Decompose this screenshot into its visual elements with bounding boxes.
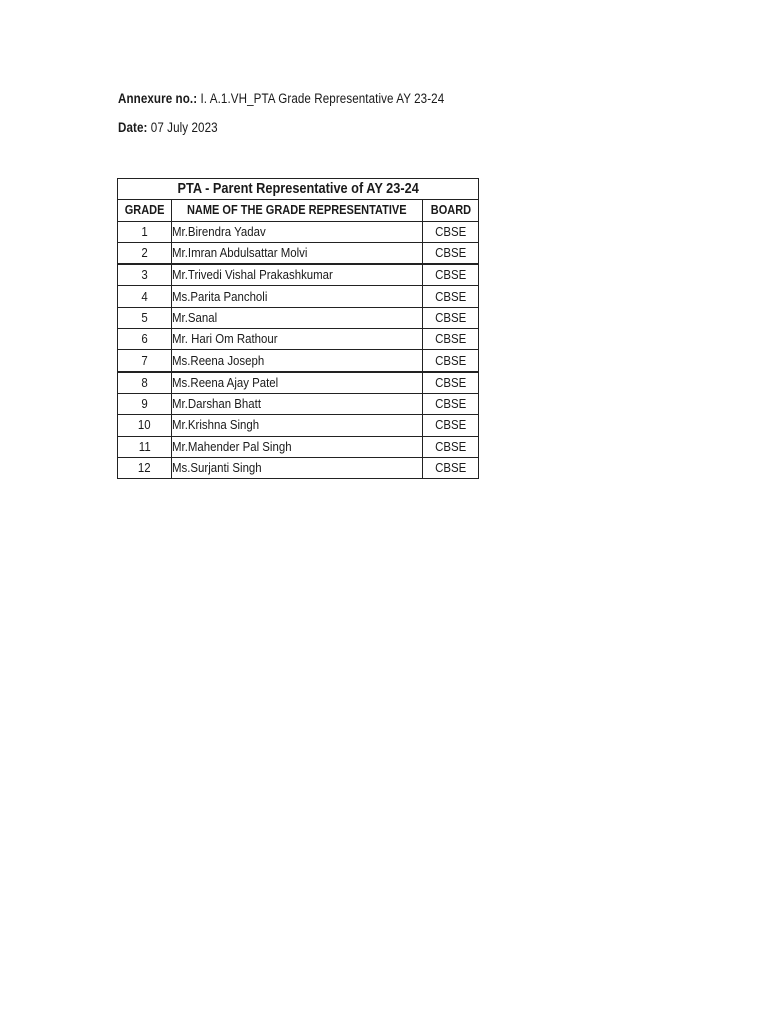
name-cell: Mr. Hari Om Rathour xyxy=(172,329,423,350)
table-row xyxy=(118,393,479,414)
board-cell: CBSE xyxy=(423,329,479,350)
board-cell: CBSE xyxy=(423,457,479,478)
grade-cell: 10 xyxy=(118,415,172,436)
annexure-line xyxy=(118,91,444,106)
grade-cell: 12 xyxy=(118,457,172,478)
table-row xyxy=(118,307,479,328)
grade-cell: 3 xyxy=(118,264,172,286)
annexure-value: I. A.1.VH_PTA Grade Representative AY 23-24 xyxy=(197,91,445,106)
grade-cell: 6 xyxy=(118,329,172,350)
board-cell: CBSE xyxy=(423,242,479,264)
table-row xyxy=(118,221,479,242)
table-row xyxy=(118,415,479,436)
table-body xyxy=(118,221,479,479)
board-cell: CBSE xyxy=(423,436,479,457)
name-cell: Mr.Mahender Pal Singh xyxy=(172,436,423,457)
table-row xyxy=(118,286,479,307)
annexure-label: Annexure no.: xyxy=(118,91,198,106)
table-title: PTA - Parent Representative of AY 23-24 xyxy=(118,179,479,200)
table-row xyxy=(118,242,479,264)
column-header-name: NAME OF THE GRADE REPRESENTATIVE xyxy=(172,200,423,221)
board-cell: CBSE xyxy=(423,372,479,394)
grade-cell: 1 xyxy=(118,221,172,242)
name-cell: Mr.Imran Abdulsattar Molvi xyxy=(172,242,423,264)
name-cell: Ms.Parita Pancholi xyxy=(172,286,423,307)
name-cell: Mr.Krishna Singh xyxy=(172,415,423,436)
representatives-table xyxy=(117,178,479,479)
table-row xyxy=(118,457,479,478)
grade-cell: 2 xyxy=(118,242,172,264)
name-cell: Ms.Reena Ajay Patel xyxy=(172,372,423,394)
table-header-row xyxy=(118,200,479,221)
grade-cell: 4 xyxy=(118,286,172,307)
table-title-row xyxy=(118,179,479,200)
date-label: Date: xyxy=(118,120,148,135)
board-cell: CBSE xyxy=(423,393,479,414)
board-cell: CBSE xyxy=(423,286,479,307)
grade-cell: 8 xyxy=(118,372,172,394)
name-cell: Mr.Birendra Yadav xyxy=(172,221,423,242)
date-line xyxy=(118,120,218,135)
name-cell: Mr.Darshan Bhatt xyxy=(172,393,423,414)
grade-cell: 5 xyxy=(118,307,172,328)
column-header-board: BOARD xyxy=(423,200,479,221)
table-row xyxy=(118,372,479,394)
grade-cell: 11 xyxy=(118,436,172,457)
board-cell: CBSE xyxy=(423,307,479,328)
board-cell: CBSE xyxy=(423,350,479,372)
name-cell: Mr.Sanal xyxy=(172,307,423,328)
date-value: 07 July 2023 xyxy=(147,120,218,135)
grade-cell: 7 xyxy=(118,350,172,372)
table-row xyxy=(118,436,479,457)
table-row xyxy=(118,264,479,286)
name-cell: Ms.Surjanti Singh xyxy=(172,457,423,478)
board-cell: CBSE xyxy=(423,221,479,242)
name-cell: Ms.Reena Joseph xyxy=(172,350,423,372)
grade-cell: 9 xyxy=(118,393,172,414)
table-row xyxy=(118,350,479,372)
table-row xyxy=(118,329,479,350)
name-cell: Mr.Trivedi Vishal Prakashkumar xyxy=(172,264,423,286)
board-cell: CBSE xyxy=(423,264,479,286)
board-cell: CBSE xyxy=(423,415,479,436)
column-header-grade: GRADE xyxy=(118,200,172,221)
